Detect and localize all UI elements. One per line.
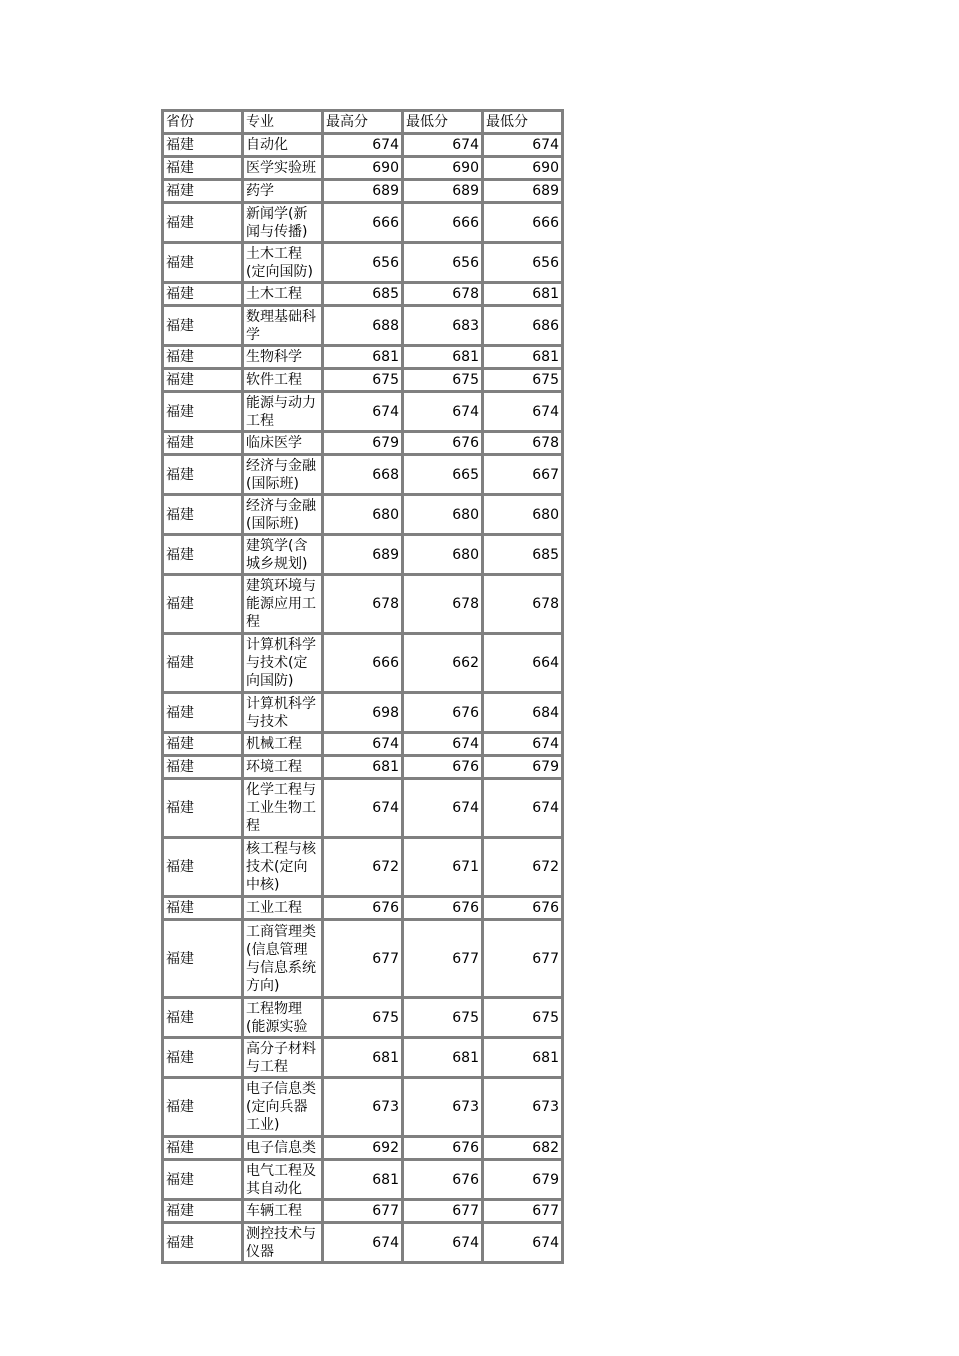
cell-province: 福建 — [163, 283, 243, 306]
cell-min-score: 674 — [403, 733, 483, 756]
cell-province: 福建 — [163, 1160, 243, 1200]
table-row — [163, 920, 563, 998]
cell-min-score: 671 — [403, 838, 483, 897]
table-row — [163, 838, 563, 897]
table-row — [163, 495, 563, 535]
cell-min-score: 676 — [403, 1137, 483, 1160]
cell-min-score-2: 679 — [483, 756, 563, 779]
cell-min-score-2: 690 — [483, 157, 563, 180]
cell-min-score-2: 667 — [483, 455, 563, 495]
cell-province: 福建 — [163, 203, 243, 243]
table-row — [163, 1160, 563, 1200]
cell-max-score: 690 — [323, 157, 403, 180]
cell-min-score-2: 682 — [483, 1137, 563, 1160]
cell-province: 福建 — [163, 1200, 243, 1223]
cell-major: 电气工程及其自动化 — [243, 1160, 323, 1200]
cell-major: 工商管理类(信息管理与信息系统方向) — [243, 920, 323, 998]
cell-province: 福建 — [163, 1078, 243, 1137]
cell-max-score: 688 — [323, 306, 403, 346]
cell-min-score-2: 678 — [483, 432, 563, 455]
cell-min-score: 662 — [403, 634, 483, 693]
cell-min-score: 656 — [403, 243, 483, 283]
table-row — [163, 1078, 563, 1137]
score-table — [161, 109, 564, 1264]
cell-province: 福建 — [163, 369, 243, 392]
cell-max-score: 680 — [323, 495, 403, 535]
cell-min-score: 674 — [403, 392, 483, 432]
cell-max-score: 692 — [323, 1137, 403, 1160]
cell-min-score-2: 680 — [483, 495, 563, 535]
cell-min-score-2: 674 — [483, 779, 563, 838]
table-row — [163, 756, 563, 779]
cell-min-score: 674 — [403, 1223, 483, 1263]
cell-max-score: 677 — [323, 1200, 403, 1223]
cell-max-score: 676 — [323, 897, 403, 920]
table-row — [163, 634, 563, 693]
cell-min-score-2: 674 — [483, 392, 563, 432]
header-row — [163, 111, 563, 134]
cell-min-score-2: 679 — [483, 1160, 563, 1200]
cell-max-score: 679 — [323, 432, 403, 455]
cell-major: 计算机科学与技术 — [243, 693, 323, 733]
cell-min-score-2: 686 — [483, 306, 563, 346]
cell-min-score-2: 681 — [483, 283, 563, 306]
cell-major — [243, 455, 323, 495]
cell-province: 福建 — [163, 1137, 243, 1160]
cell-max-score: 674 — [323, 1223, 403, 1263]
cell-province: 福建 — [163, 733, 243, 756]
table-row — [163, 346, 563, 369]
cell-min-score-2: 685 — [483, 535, 563, 575]
cell-major: 生物科学 — [243, 346, 323, 369]
cell-province: 福建 — [163, 575, 243, 634]
cell-min-score: 680 — [403, 535, 483, 575]
cell-min-score-2: 664 — [483, 634, 563, 693]
cell-min-score: 675 — [403, 998, 483, 1038]
cell-max-score: 681 — [323, 346, 403, 369]
cell-max-score: 677 — [323, 920, 403, 998]
cell-province: 福建 — [163, 693, 243, 733]
cell-max-score: 674 — [323, 733, 403, 756]
header-min-score: 最低分 — [403, 111, 483, 134]
cell-min-score: 675 — [403, 369, 483, 392]
cell-major: 临床医学 — [243, 432, 323, 455]
table-row — [163, 306, 563, 346]
cell-province: 福建 — [163, 306, 243, 346]
cell-min-score: 676 — [403, 432, 483, 455]
table-row — [163, 998, 563, 1038]
cell-province: 福建 — [163, 134, 243, 157]
cell-min-score: 676 — [403, 756, 483, 779]
cell-min-score: 677 — [403, 1200, 483, 1223]
cell-major: 能源与动力工程 — [243, 392, 323, 432]
cell-min-score-2: 674 — [483, 134, 563, 157]
cell-province: 福建 — [163, 432, 243, 455]
cell-min-score-2: 677 — [483, 920, 563, 998]
cell-province: 福建 — [163, 392, 243, 432]
table-row — [163, 1137, 563, 1160]
table-row — [163, 283, 563, 306]
table-row — [163, 432, 563, 455]
table-row — [163, 1223, 563, 1263]
table-row — [163, 455, 563, 495]
cell-major: 工业工程 — [243, 897, 323, 920]
cell-min-score-2: 675 — [483, 998, 563, 1038]
cell-min-score: 677 — [403, 920, 483, 998]
cell-min-score: 676 — [403, 693, 483, 733]
cell-min-score-2: 673 — [483, 1078, 563, 1137]
table-row — [163, 897, 563, 920]
cell-min-score: 676 — [403, 897, 483, 920]
table-row — [163, 134, 563, 157]
cell-major: 土木工程 — [243, 283, 323, 306]
cell-max-score: 675 — [323, 369, 403, 392]
cell-max-score: 666 — [323, 634, 403, 693]
cell-major: 建筑学(含城乡规划) — [243, 535, 323, 575]
cell-min-score: 683 — [403, 306, 483, 346]
cell-province: 福建 — [163, 535, 243, 575]
cell-min-score-2: 676 — [483, 897, 563, 920]
cell-max-score: 689 — [323, 180, 403, 203]
cell-min-score: 680 — [403, 495, 483, 535]
cell-min-score-2: 689 — [483, 180, 563, 203]
cell-min-score-2: 684 — [483, 693, 563, 733]
cell-min-score: 674 — [403, 779, 483, 838]
cell-major: 测控技术与仪器 — [243, 1223, 323, 1263]
cell-min-score: 681 — [403, 1038, 483, 1078]
cell-province: 福建 — [163, 346, 243, 369]
cell-min-score: 674 — [403, 134, 483, 157]
cell-min-score: 665 — [403, 455, 483, 495]
table-row — [163, 203, 563, 243]
cell-major: 建筑环境与能源应用工程 — [243, 575, 323, 634]
table-row — [163, 733, 563, 756]
header-province: 省份 — [163, 111, 243, 134]
header-min-score-2: 最低分 — [483, 111, 563, 134]
table-row — [163, 693, 563, 733]
cell-max-score: 675 — [323, 998, 403, 1038]
cell-province: 福建 — [163, 779, 243, 838]
cell-max-score: 674 — [323, 779, 403, 838]
cell-province: 福建 — [163, 838, 243, 897]
cell-max-score: 689 — [323, 535, 403, 575]
cell-min-score-2: 666 — [483, 203, 563, 243]
cell-province: 福建 — [163, 634, 243, 693]
cell-major: 经济与金融(国际班) — [243, 495, 323, 535]
cell-max-score: 681 — [323, 1160, 403, 1200]
cell-province: 福建 — [163, 920, 243, 998]
cell-min-score: 689 — [403, 180, 483, 203]
cell-min-score-2: 674 — [483, 1223, 563, 1263]
cell-min-score: 666 — [403, 203, 483, 243]
cell-max-score: 681 — [323, 1038, 403, 1078]
cell-major: 计算机科学与技术(定向国防) — [243, 634, 323, 693]
cell-max-score: 698 — [323, 693, 403, 733]
cell-max-score: 678 — [323, 575, 403, 634]
cell-max-score: 656 — [323, 243, 403, 283]
cell-min-score-2: 678 — [483, 575, 563, 634]
cell-max-score: 674 — [323, 134, 403, 157]
table-row — [163, 369, 563, 392]
table-row — [163, 157, 563, 180]
cell-province: 福建 — [163, 1038, 243, 1078]
cell-major: 自动化 — [243, 134, 323, 157]
cell-major-text: 工程物理(能源实验 — [246, 1000, 308, 1035]
cell-min-score-2: 656 — [483, 243, 563, 283]
cell-min-score-2: 677 — [483, 1200, 563, 1223]
cell-province: 福建 — [163, 897, 243, 920]
cell-min-score: 676 — [403, 1160, 483, 1200]
table-row — [163, 1200, 563, 1223]
cell-min-score: 678 — [403, 575, 483, 634]
cell-max-score: 672 — [323, 838, 403, 897]
cell-major: 高分子材料与工程 — [243, 1038, 323, 1078]
cell-province: 福建 — [163, 180, 243, 203]
cell-major: 土木工程(定向国防) — [243, 243, 323, 283]
cell-major: 药学 — [243, 180, 323, 203]
cell-province: 福建 — [163, 1223, 243, 1263]
cell-major: 车辆工程 — [243, 1200, 323, 1223]
cell-province: 福建 — [163, 243, 243, 283]
table-row — [163, 243, 563, 283]
cell-major: 环境工程 — [243, 756, 323, 779]
cell-min-score-2: 681 — [483, 1038, 563, 1078]
cell-major: 数理基础科学 — [243, 306, 323, 346]
cell-province: 福建 — [163, 157, 243, 180]
cell-major: 机械工程 — [243, 733, 323, 756]
cell-min-score-2: 672 — [483, 838, 563, 897]
cell-min-score-2: 675 — [483, 369, 563, 392]
cell-province: 福建 — [163, 998, 243, 1038]
table-row — [163, 392, 563, 432]
cell-major: 软件工程 — [243, 369, 323, 392]
table-row — [163, 535, 563, 575]
cell-max-score: 674 — [323, 392, 403, 432]
cell-min-score-2: 681 — [483, 346, 563, 369]
cell-major: 电子信息类(定向兵器工业) — [243, 1078, 323, 1137]
cell-major: 化学工程与工业生物工程 — [243, 779, 323, 838]
cell-max-score: 681 — [323, 756, 403, 779]
cell-major-text: 新闻学(新闻与传播) — [246, 205, 308, 240]
cell-major: 医学实验班 — [243, 157, 323, 180]
cell-min-score: 678 — [403, 283, 483, 306]
cell-province: 福建 — [163, 495, 243, 535]
cell-max-score: 685 — [323, 283, 403, 306]
cell-min-score: 690 — [403, 157, 483, 180]
cell-min-score-2: 674 — [483, 733, 563, 756]
cell-max-score: 673 — [323, 1078, 403, 1137]
table-row — [163, 779, 563, 838]
cell-province: 福建 — [163, 455, 243, 495]
cell-min-score: 681 — [403, 346, 483, 369]
cell-major: 核工程与核技术(定向中核) — [243, 838, 323, 897]
cell-max-score: 668 — [323, 455, 403, 495]
table-row — [163, 180, 563, 203]
header-max-score: 最高分 — [323, 111, 403, 134]
table-row — [163, 1038, 563, 1078]
cell-major-text: 经济与金融(国际班) — [246, 457, 316, 492]
cell-province: 福建 — [163, 756, 243, 779]
cell-major: 电子信息类 — [243, 1137, 323, 1160]
cell-max-score: 666 — [323, 203, 403, 243]
cell-min-score: 673 — [403, 1078, 483, 1137]
cell-major — [243, 203, 323, 243]
table-row — [163, 575, 563, 634]
cell-major — [243, 998, 323, 1038]
header-major: 专业 — [243, 111, 323, 134]
